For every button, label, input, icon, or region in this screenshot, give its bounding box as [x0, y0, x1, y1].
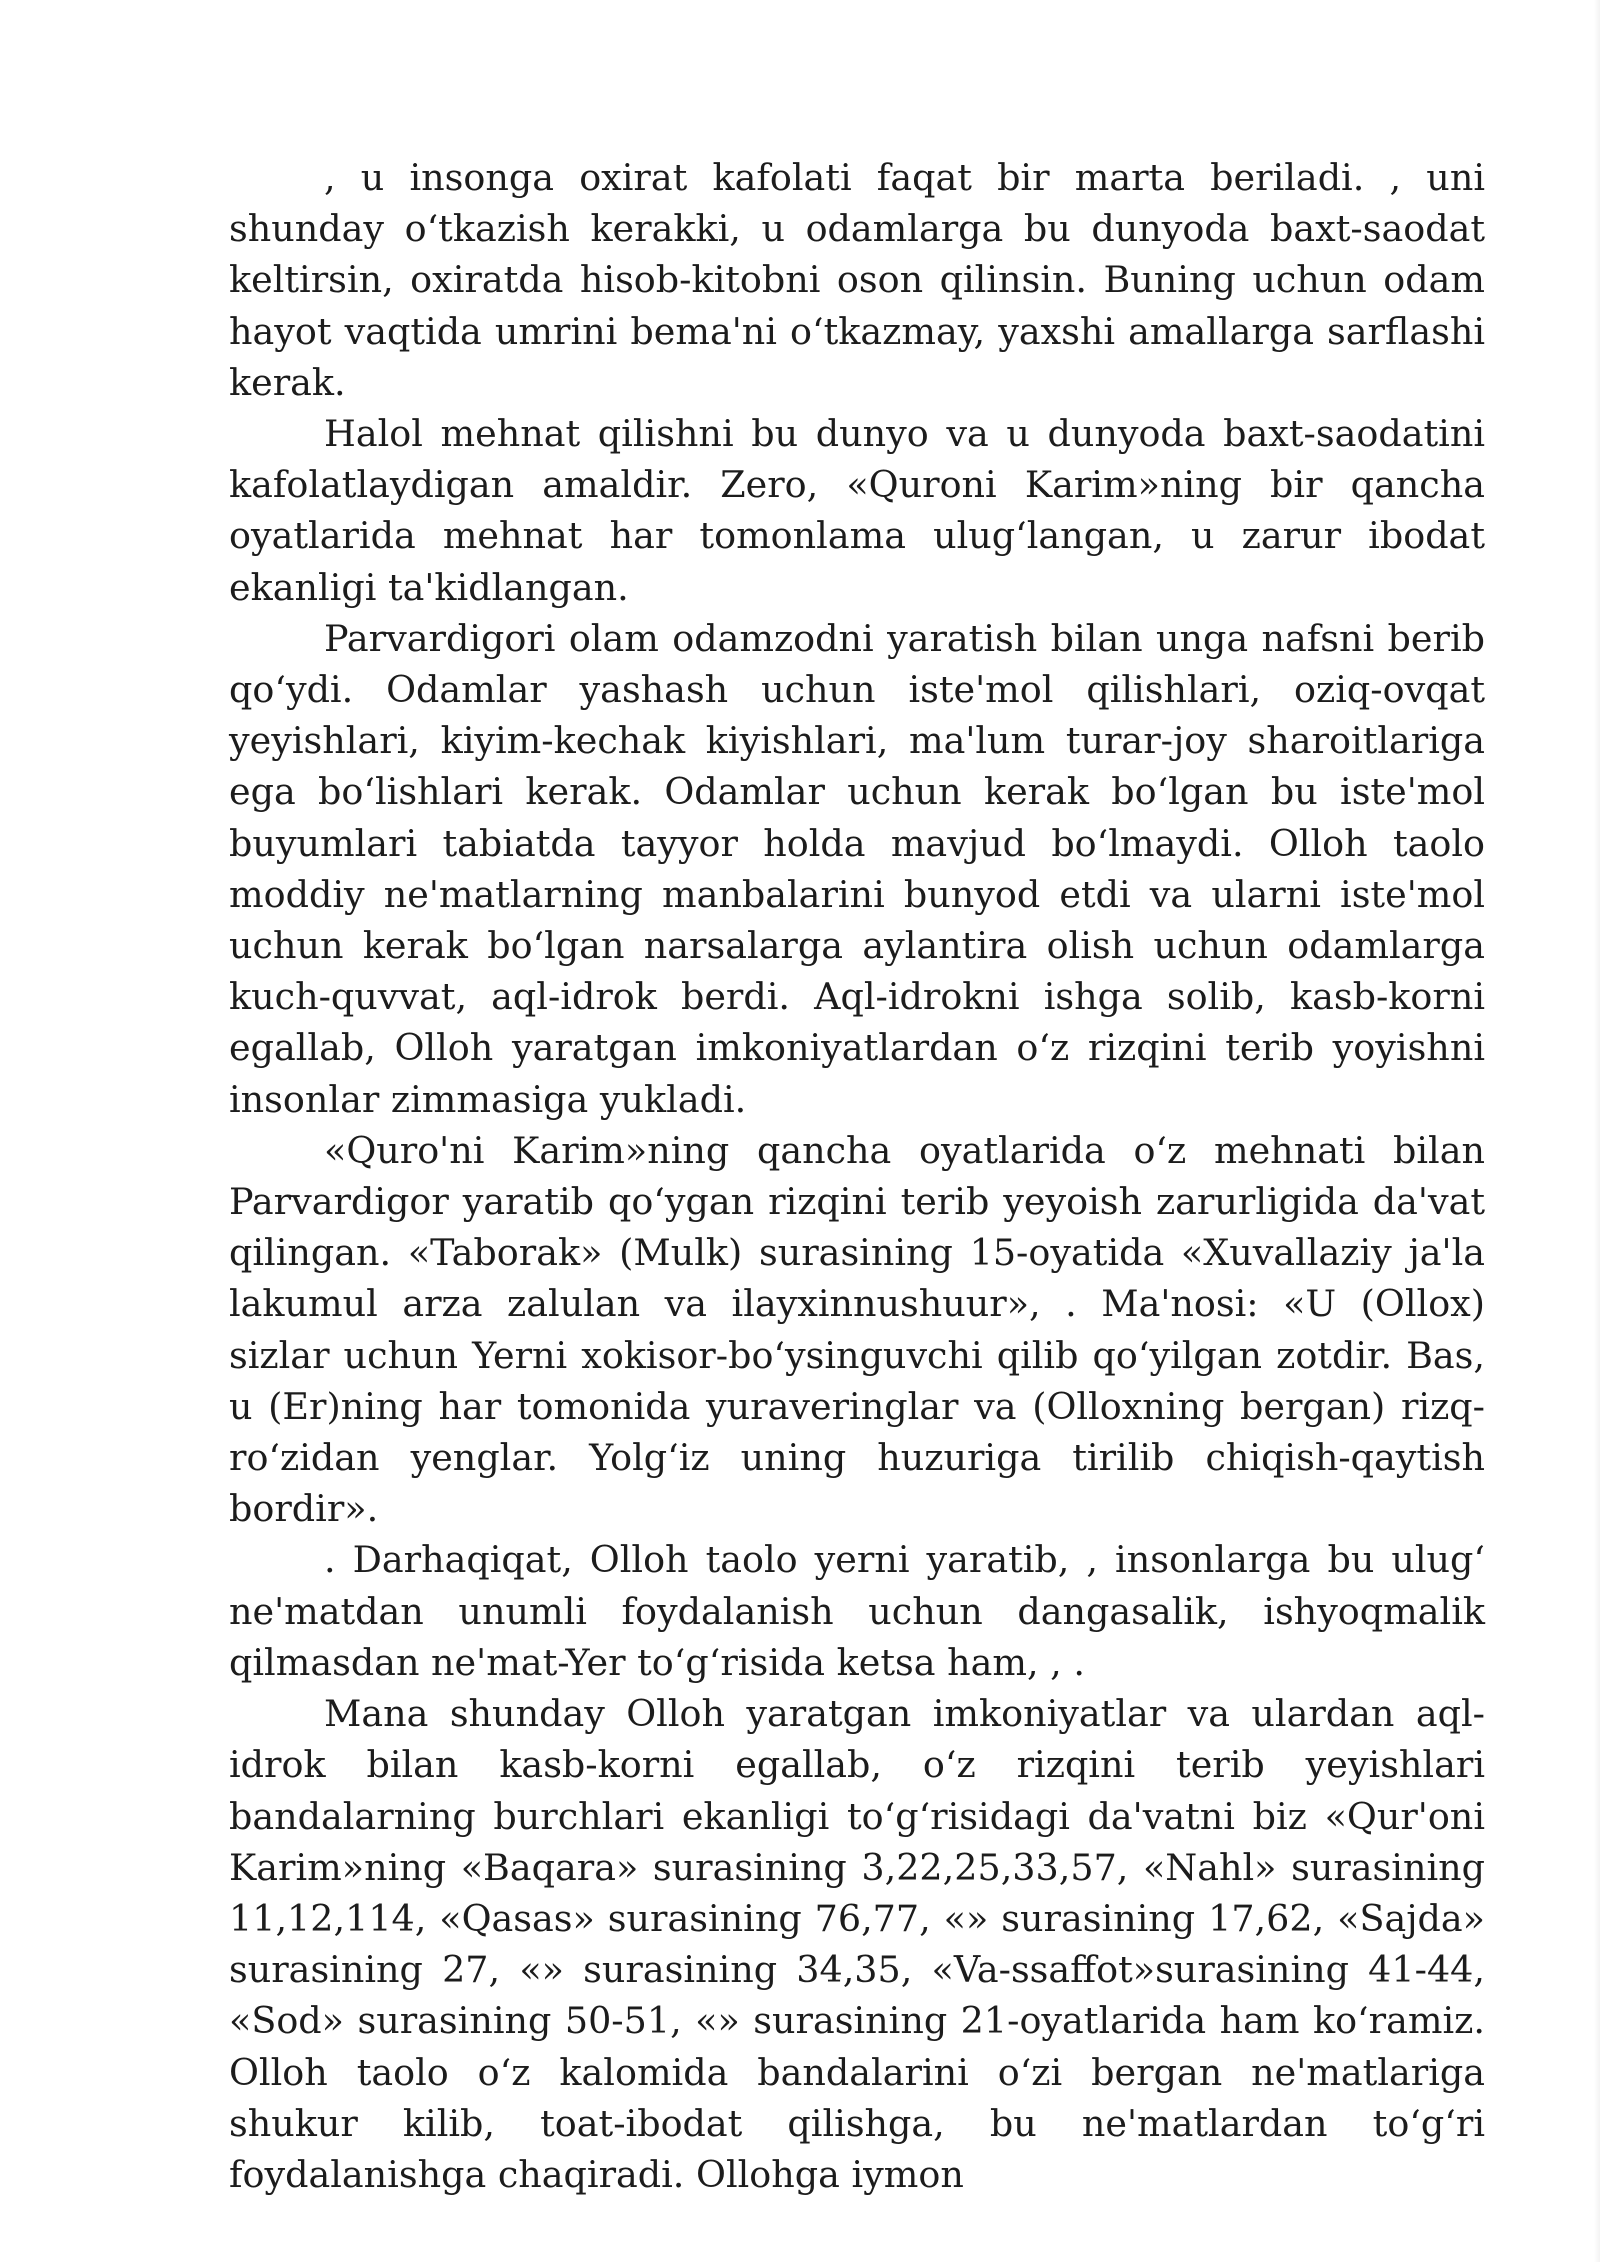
paragraph-3: Parvardigori olam odamzodni yaratish bilan unga nafsni berib qo‘ydi. Odamlar yashash uchun iste'mol qilishlari, oziq-ovqat yeyishlari, kiyim-kechak kiyishlari, ma'lum turar-joy sharoitlariga ega bo‘lishlari kerak. Odamlar uchun kerak bo‘lgan bu iste'mol buyumlari tabiatda tayyor holda mavjud bo‘lmaydi. Olloh taolo moddiy ne'matlarning manbalarini bunyod etdi va ularni iste'mol uchun kerak bo‘lgan narsalarga aylantira olish uchun odamlarga kuch-quvvat, aql-idrok berdi. Aql-idrokni ishga solib, kasb-korni egallab, Olloh yaratgan imkoniyatlardan o‘z rizqini terib yoyishni insonlar zimmasiga yukladi.: [229, 616, 1485, 1121]
paragraph-6: Mana shunday Olloh yaratgan imkoniyatlar va ulardan aql-idrok bilan kasb-korni egallab, o‘z rizqini terib yeyishlari bandalarning burchlari ekanligi to‘g‘risidagi da'vatni biz «Qur'oni Karim»ning «Baqara» surasining 3,22,25,33,57, «Nahl» surasining 11,12,114, «Qasas» surasining 76,77, «» surasining 17,62, «Sajda» surasining 27, «» surasining 34,35, «Va-ssaffot»surasining 41-44, «Sod» surasining 50-51, «» surasining 21-oyatlarida ham ko‘ramiz. Olloh taolo o‘z kalomida bandalarini o‘zi bergan ne'matlariga shukur kilib, toat-ibodat qilishga, bu ne'matlardan to‘g‘ri foydalanishga chaqiradi. Ollohga iymon: [229, 1692, 1485, 2196]
body-text: [229, 152, 1485, 2200]
paragraph-1: , u insonga oxirat kafolati faqat bir marta beriladi. , uni shunday o‘tkazish kerakki, u odamlarga bu dunyoda baxt-saodat keltirsin, oxiratda hisob-kitobni oson qilinsin. Buning uchun odam hayot vaqtida umrini bema'ni o‘tkazmay, yaxshi amallarga sarflashi kerak.: [229, 156, 1485, 404]
paragraph-5: . Darhaqiqat, Olloh taolo yerni yaratib, , insonlarga bu ulug‘ ne'matdan unumli foydalanish uchun dangasalik, ishyoqmalik qilmasdan ne'mat-Yer to‘g‘risida ketsa ham, , .: [229, 1538, 1485, 1684]
paragraph-2: Halol mehnat qilishni bu dunyo va u dunyoda baxt-saodatini kafolatlaydigan amaldir. Zero, «Quroni Karim»ning bir qancha oyatlarida mehnat har tomonlama ulug‘langan, u zarur ibodat ekanligi ta'kidlangan.: [229, 412, 1485, 609]
paragraph-4: «Quro'ni Karim»ning qancha oyatlarida o‘z mehnati bilan Parvardigor yaratib qo‘ygan rizqini terib yeyoish zarurligida da'vat qilingan. «Taborak» (Mulk) surasining 15-oyatida «Xuvallaziy ja'la lakumul arza zalulan va ilayxinnushuur», . Ma'nosi: «U (Ollox) sizlar uchun Yerni xokisor-bo‘ysinguvchi qilib qo‘yilgan zotdir. Bas, u (Er)ning har tomonida yuraveringlar va (Olloxning bergan) rizq-ro‘zidan yenglar. Yolg‘iz uning huzuriga tirilib chiqish-qaytish bordir».: [229, 1128, 1485, 1531]
page-edge-shadow: [1594, 0, 1600, 2262]
